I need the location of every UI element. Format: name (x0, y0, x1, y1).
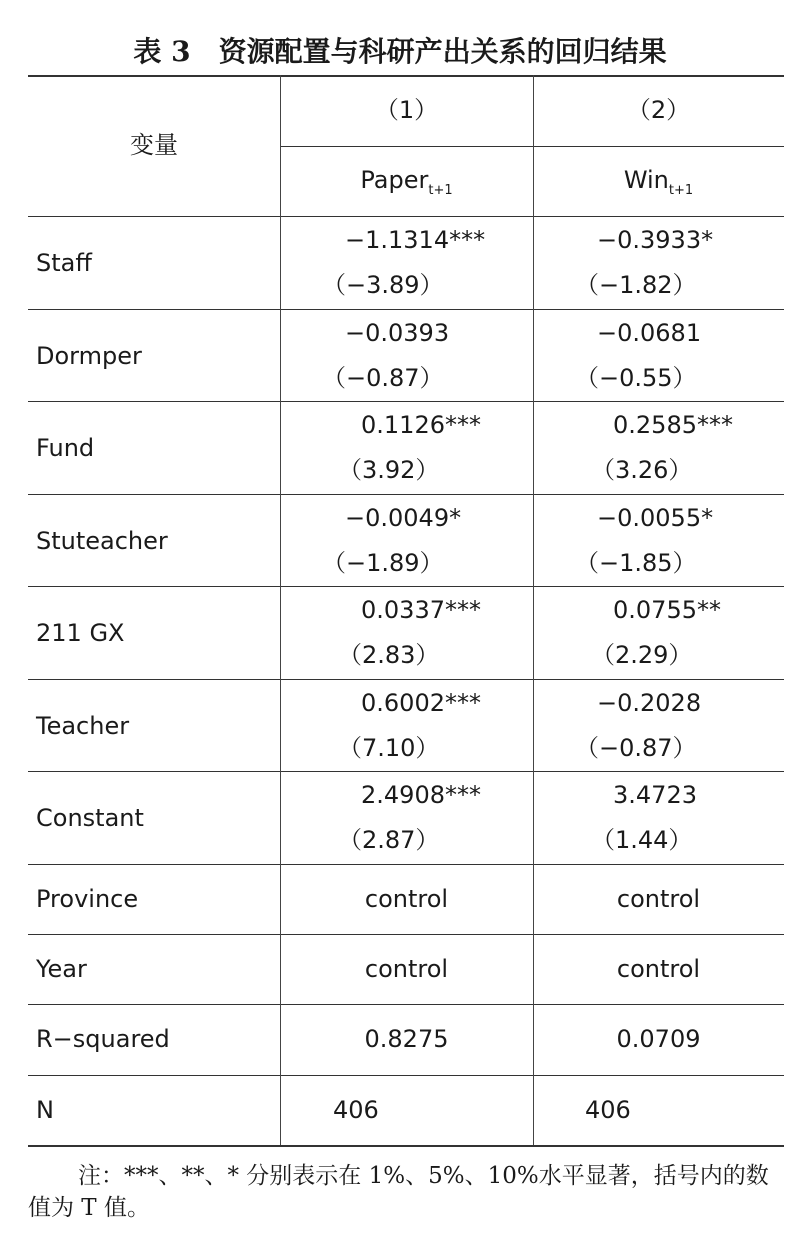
tval-col2: （−1.82） (575, 271, 697, 299)
value-col2: control (616, 955, 701, 983)
tval-col1: （2.83） (338, 641, 440, 669)
table-rule (28, 586, 784, 587)
row-variable-name: Stuteacher (36, 527, 168, 555)
table-rule (28, 679, 784, 680)
coef-col2: 0.0755** (613, 596, 721, 624)
coef-col2: 0.2585*** (613, 411, 733, 439)
coef-col1: 0.6002*** (361, 689, 481, 717)
col2-var-subscript: t+1 (668, 182, 694, 198)
value-col1: 406 (333, 1096, 379, 1124)
tval-col2: （1.44） (591, 826, 693, 854)
table-rule (28, 1145, 784, 1147)
row-variable-name: Year (36, 955, 87, 983)
tval-col1: （3.92） (338, 456, 440, 484)
row-variable-name: Constant (36, 804, 144, 832)
value-col2: 406 (585, 1096, 631, 1124)
tval-col2: （2.29） (591, 641, 693, 669)
col2-var-name: Win (623, 166, 669, 194)
col1-var-name: Paper (360, 166, 429, 194)
coef-col2: −0.3933* (597, 226, 714, 254)
table-rule (28, 934, 784, 935)
coef-col1: 2.4908*** (361, 781, 481, 809)
tval-col1: （7.10） (338, 734, 440, 762)
table-rule (28, 771, 784, 772)
header-subrule (280, 146, 784, 147)
tval-col2: （−1.85） (575, 549, 697, 577)
coef-col2: 3.4723 (613, 781, 697, 809)
value-col1: control (364, 955, 449, 983)
value-col2: 0.0709 (616, 1025, 701, 1053)
coef-col2: −0.0681 (597, 319, 702, 347)
value-col1: control (364, 885, 449, 913)
value-col1: 0.8275 (364, 1025, 449, 1053)
header-col1-number: （1） (374, 96, 439, 124)
col1-var-subscript: t+1 (428, 182, 453, 198)
row-variable-name: 211 GX (36, 619, 125, 647)
column-separator (533, 75, 534, 1145)
tval-col1: （−1.89） (322, 549, 444, 577)
coef-col2: −0.2028 (597, 689, 702, 717)
coef-col1: 0.1126*** (361, 411, 481, 439)
tval-col2: （−0.55） (575, 364, 697, 392)
tval-col1: （−3.89） (322, 271, 444, 299)
row-variable-name: Staff (36, 249, 92, 277)
tval-col1: （−0.87） (322, 364, 444, 392)
table-rule (28, 1004, 784, 1005)
table-rule (28, 494, 784, 495)
table-rule (28, 401, 784, 402)
table-rule (28, 75, 784, 77)
row-variable-name: Province (36, 885, 139, 913)
row-variable-name: R−squared (36, 1025, 170, 1053)
row-variable-name: Teacher (36, 712, 130, 740)
header-col2-var (533, 166, 784, 205)
row-variable-name: N (36, 1096, 54, 1124)
coef-col1: −0.0049* (345, 504, 462, 532)
row-variable-name: Fund (36, 434, 95, 462)
tval-col1: （2.87） (338, 826, 440, 854)
coef-col1: −0.0393 (345, 319, 450, 347)
coef-col1: 0.0337*** (361, 596, 481, 624)
table-rule (28, 864, 784, 865)
header-col2-number: （2） (626, 96, 691, 124)
value-col2: control (616, 885, 701, 913)
table-title: 表 3 资源配置与科研产出关系的回归结果 (133, 35, 667, 68)
table-rule (28, 309, 784, 310)
tval-col2: （3.26） (591, 456, 693, 484)
row-variable-name: Dormper (36, 342, 142, 370)
coef-col2: −0.0055* (597, 504, 714, 532)
table-rule (28, 216, 784, 217)
header-col1-var (280, 166, 533, 205)
table-rule (28, 1075, 784, 1076)
table-note: 注：***、**、* 分别表示在 1%、5%、10%水平显著，括号内的数值为 T 值。 (28, 1163, 769, 1221)
column-separator (280, 75, 281, 1145)
coef-col1: −1.1314*** (345, 226, 486, 254)
header-variable-label: 变量 (130, 131, 178, 159)
tval-col2: （−0.87） (575, 734, 697, 762)
